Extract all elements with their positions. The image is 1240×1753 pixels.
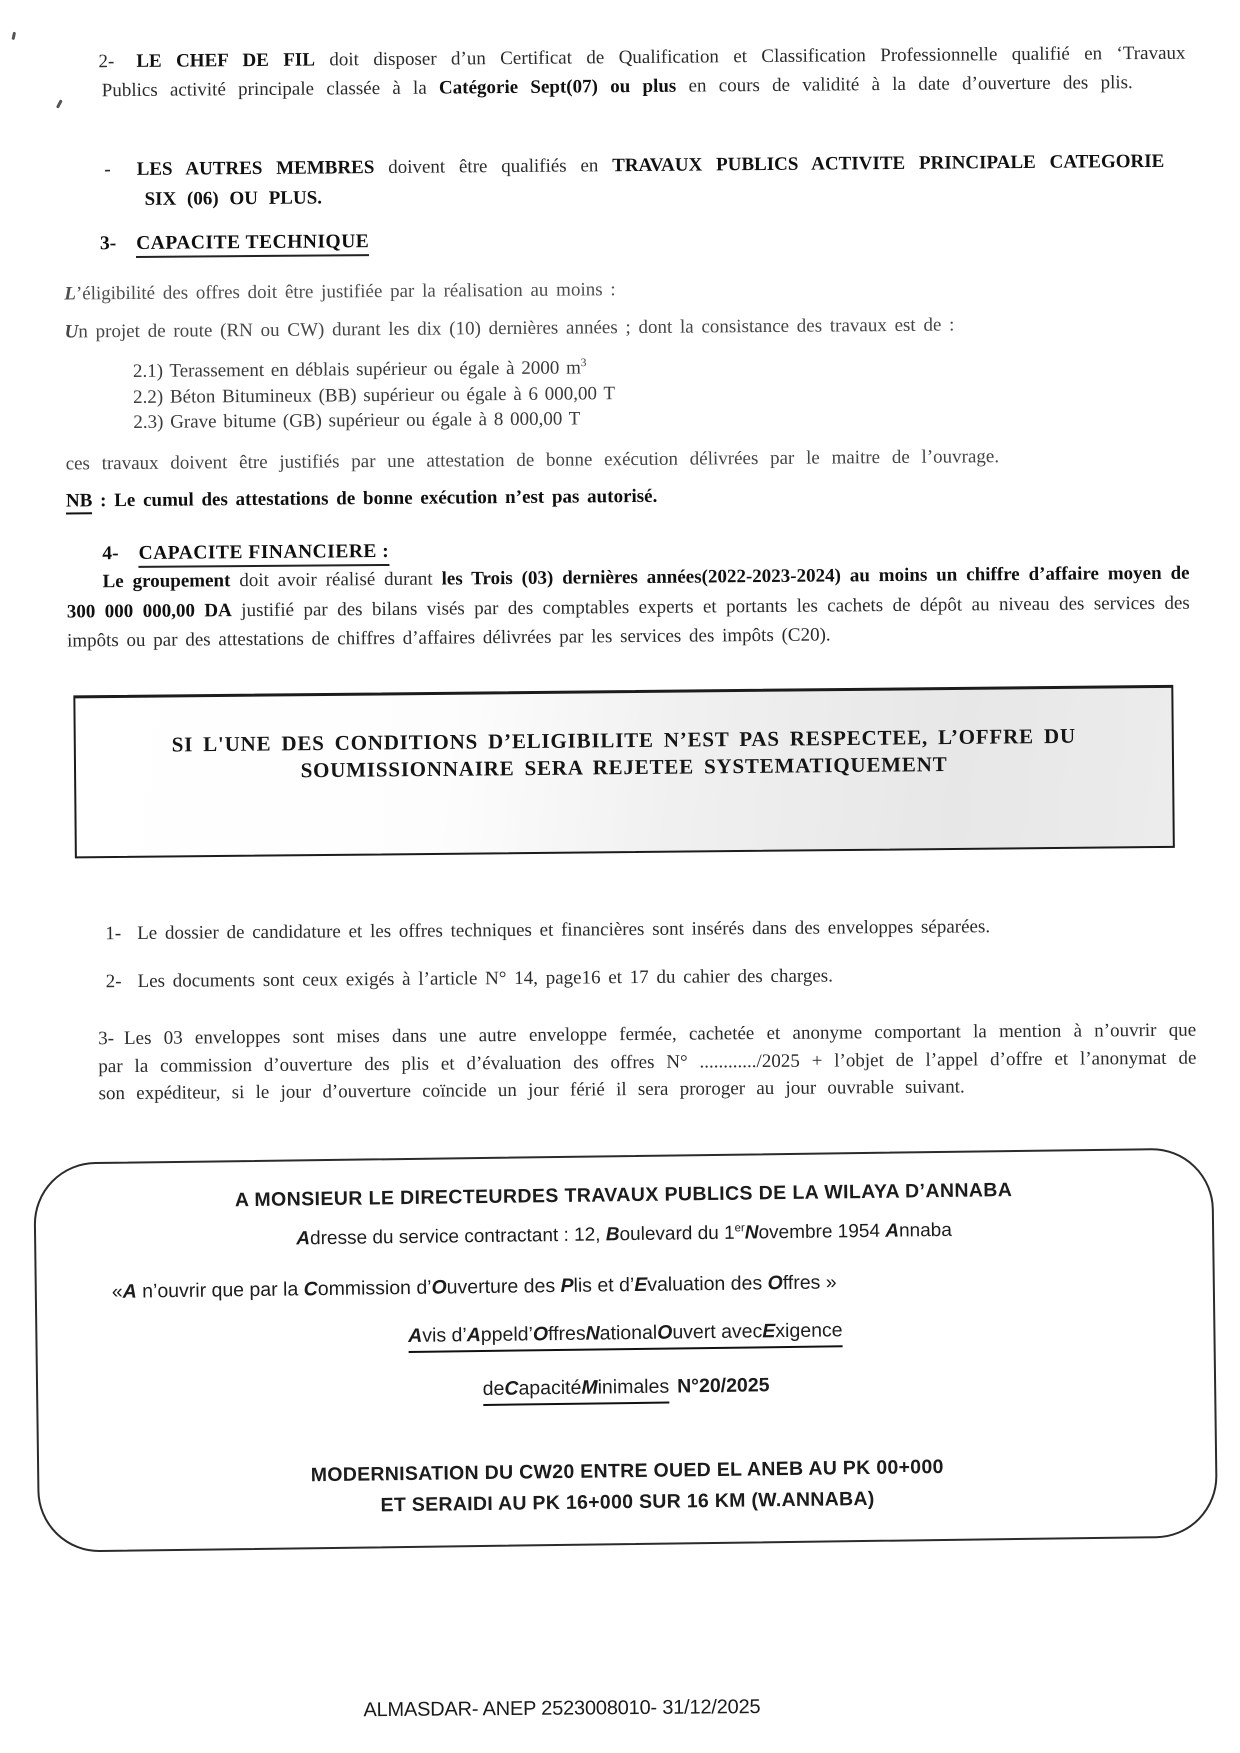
text-run: nnaba: [898, 1219, 952, 1242]
bold-initial: M: [581, 1376, 598, 1399]
scan-artifact: [56, 99, 63, 108]
justification-paragraph: ces travaux doivent être justifiés par une attestation de bonne exécution délivrées par le maitre de l’ouvrage.: [65, 446, 1000, 475]
text-run: Le dossier de candidature et les offres techniques et financières sont insérés dans des enveloppes séparées.: [137, 916, 991, 944]
text-run: ppeld’: [480, 1323, 534, 1347]
objet-lines: [39, 1448, 1216, 1525]
bold-initial: C: [504, 1377, 519, 1400]
text-run: de: [482, 1377, 505, 1401]
text-run: dresse du service contractant : 12,: [309, 1224, 606, 1250]
bold-initial: A: [885, 1220, 900, 1242]
bold-run: LE CHEF DE FIL: [136, 49, 316, 72]
projet-route-paragraph: [64, 309, 1187, 347]
bold-initial: O: [767, 1272, 783, 1295]
specs-list: [133, 355, 615, 435]
bold-initial: A: [122, 1280, 137, 1303]
ordinal-superscript: er: [734, 1222, 745, 1235]
text-run: en cours de validité à la date d’ouverture des plis.: [676, 72, 1133, 97]
warning-text: [116, 722, 1132, 785]
spec-item-grave-bitume: 2.3) Grave bitume (GB) supérieur ou égale à 8 000,00 T: [133, 408, 581, 433]
text-run: n’ouvrir que par la: [136, 1278, 304, 1303]
section-title: CAPACITE FINANCIERE :: [139, 541, 390, 568]
text-run: doivent être qualifiés en: [374, 155, 613, 179]
section-title: CAPACITE TECHNIQUE: [136, 231, 369, 258]
objet-line: MODERNISATION DU CW20 ENTRE OUED EL ANEB AU PK 00+000: [310, 1455, 944, 1487]
warning-box: [73, 685, 1175, 859]
text-run: ’éligibilité des offres doit être justifiée par la réalisation au moins :: [75, 279, 616, 305]
text-run: xigence: [775, 1319, 843, 1343]
bold-initial: N: [744, 1222, 759, 1244]
lead-letter: L: [64, 283, 77, 305]
bold-initial: A: [296, 1228, 311, 1250]
bold-initial: C: [303, 1278, 318, 1301]
text-run: «: [111, 1280, 123, 1303]
avis-line: [37, 1314, 1213, 1357]
text-run: valuation des: [647, 1272, 768, 1296]
underlined-segment: [408, 1319, 843, 1353]
adresse-box: [33, 1147, 1218, 1552]
text-run: ffres: [547, 1322, 586, 1346]
text-run: oulevard du 1: [619, 1222, 735, 1246]
objet-line: ET SERAIDI AU PK 16+000 SUR 16 KM (W.ANNABA): [380, 1487, 875, 1517]
section-number: 3-: [99, 233, 117, 255]
eligibilite-intro: [64, 271, 1187, 309]
bold-initial: O: [532, 1323, 549, 1346]
bold-run: TRAVAUX PUBLICS ACTIVITE PRINCIPALE CATEGORIE SIX (06) OU PLUS.: [144, 150, 1165, 210]
section-number: 4-: [102, 543, 119, 565]
bold-initial: E: [634, 1273, 648, 1297]
lead-letter: U: [64, 321, 79, 343]
item-number: 2-: [105, 971, 122, 993]
text-run: Les 03 enveloppes sont mises dans une autre enveloppe fermée, cachetée et anonyme comportant la mention à n’ouvrir que par la commission d’ouverture des plis et d’évaluation des offres N° ............/2025 + l’objet de l’appel d’offre et l’anonymat de son expéditeur, si le jour d’ouverture coïncide un jour férié il sera proroger au jour ouvrable suivant.: [98, 1019, 1197, 1105]
text-run: Les documents sont ceux exigés à l’article N° 14, page16 et 17 du cahier des charges.: [137, 965, 833, 992]
text-run: ovembre 1954: [758, 1220, 886, 1244]
adresse-line: [36, 1216, 1212, 1253]
text-run: uvert avec: [672, 1320, 763, 1344]
bold-initial: P: [560, 1274, 574, 1297]
bold-initial: O: [431, 1276, 447, 1299]
nb-label: NB: [66, 490, 93, 514]
text-run: ffres »: [782, 1271, 837, 1295]
text-run: lis et d’: [573, 1274, 635, 1297]
section-capacite-technique-heading: [100, 227, 370, 258]
text-run: 2.1) Terassement en déblais supérieur ou égale à 2000 m: [132, 357, 581, 382]
spec-item-beton-bitumineux: 2.2) Béton Bitumineux (BB) supérieur ou égale à 6 000,00 T: [133, 382, 616, 408]
bold-run: LES AUTRES MEMBRES: [136, 157, 375, 180]
warning-line: SOUMISSIONNAIRE SERA REJETEE SYSTEMATIQUEMENT: [300, 751, 948, 782]
capacite-financiere-paragraph: [66, 559, 1190, 656]
text-run: n projet de route (RN ou CW) durant les dix (10) dernières années ; dont la consistance des travaux est de :: [78, 314, 955, 343]
text-run: justifié par des bilans visés par des comptables experts et portants les cachets de dépôt au niveau des services des impôts ou par des attestations de chiffres d’affaires délivrées par les services des impôts (C20).: [66, 592, 1190, 652]
text-run: doit disposer d’un Certificat de Qualification et Classification Professionnelle qualifié en ‘Travaux Publics activité principale classée à la: [101, 42, 1186, 102]
mention-line: [37, 1266, 1213, 1304]
scan-artifact: [12, 32, 17, 40]
clause-autres-membres: [104, 147, 1165, 214]
text-run: vis d’: [422, 1324, 467, 1347]
bold-run: Le groupement: [102, 570, 231, 593]
text-run: ommission d’: [317, 1276, 432, 1301]
text-run: inimales: [597, 1375, 670, 1399]
nb-text: : Le cumul des attestations de bonne exécution n’est pas autorisé.: [92, 485, 658, 512]
nota-bene: [66, 478, 1189, 516]
spec-item-terrassement: [133, 355, 615, 384]
destinataire-line: A MONSIEUR LE DIRECTEURDES TRAVAUX PUBLICS DE LA WILAYA D’ANNABA: [234, 1179, 1013, 1212]
item-number: 3-: [98, 1028, 115, 1050]
bold-run: les Trois (03) dernières années(2022-2023-2024) au moins un chiffre d’affaire moyen de 300 000 000,00 DA: [66, 562, 1190, 622]
bold-initial: N: [585, 1322, 600, 1345]
avis-number: N°20/2025: [677, 1374, 770, 1398]
bold-initial: O: [657, 1321, 673, 1344]
superscript-cube: 3: [580, 357, 587, 370]
bold-run: Catégorie Sept(07) ou plus: [438, 75, 677, 99]
underlined-segment: [483, 1376, 670, 1406]
bold-initial: B: [605, 1224, 620, 1246]
text-run: apacité: [518, 1376, 582, 1400]
text-run: uverture des: [446, 1274, 561, 1299]
enveloppe-item-3: [98, 1017, 1197, 1108]
bold-initial: E: [762, 1320, 776, 1343]
bold-initial: A: [466, 1324, 481, 1347]
warning-line: SI L'UNE DES CONDITIONS D’ELIGIBILITE N’EST PAS RESPECTEE, L’OFFRE DU: [171, 723, 1076, 757]
capacite-line: [38, 1368, 1214, 1411]
enveloppe-item-1: [105, 911, 1192, 948]
clause-number: 2-: [98, 51, 115, 73]
bold-initial: A: [408, 1324, 423, 1347]
text-run: ational: [599, 1321, 658, 1345]
item-number: 1-: [105, 923, 122, 945]
enveloppe-item-2: [105, 959, 1193, 996]
clause-bullet: -: [104, 159, 111, 181]
clause-chef-de-fil: [98, 39, 1186, 106]
section-capacite-financiere-heading: [102, 537, 389, 568]
text-run: doit avoir réalisé durant: [230, 568, 442, 592]
anep-footer: ALMASDAR- ANEP 2523008010- 31/12/2025: [363, 1696, 761, 1722]
